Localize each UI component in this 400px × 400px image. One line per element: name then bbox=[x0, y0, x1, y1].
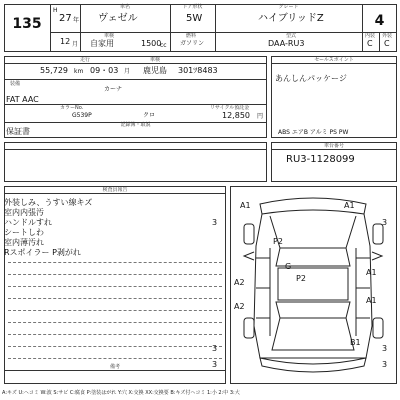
overall-score: 4 bbox=[374, 13, 385, 29]
year-prefix: H bbox=[53, 7, 58, 14]
label-usage: 車検 bbox=[104, 33, 115, 39]
label-chassis: 車台番号 bbox=[323, 143, 344, 149]
navigation: カーナ bbox=[104, 86, 123, 93]
mark-top-left: A1 bbox=[240, 201, 251, 210]
mileage-unit: km bbox=[74, 68, 84, 75]
equipment-row: FAT AAC bbox=[6, 95, 39, 104]
sales-point-text: あんしんパッケージ bbox=[275, 74, 347, 83]
model-code: DAA-RU3 bbox=[268, 39, 305, 48]
car-name: ヴェゼル bbox=[98, 13, 138, 24]
label-int: 内装 bbox=[365, 33, 376, 39]
label-color: カラーNo. bbox=[60, 105, 84, 111]
note-line: 外装しみ、うすい線キズ bbox=[4, 198, 93, 207]
chassis-number: RU3-1128099 bbox=[286, 154, 355, 165]
inspection-unit: 月 bbox=[124, 68, 131, 75]
note-line: Rスポイラー P剥がれ bbox=[4, 248, 81, 257]
label-recycle: リサイクル預託金 bbox=[210, 105, 250, 111]
displacement-unit: cc bbox=[160, 42, 167, 49]
interior-score: C bbox=[367, 39, 373, 48]
mark-bottom-edge-left: 3 bbox=[212, 360, 218, 369]
mark-p2-upper: P2 bbox=[273, 237, 283, 246]
lot-number: 135 bbox=[12, 16, 42, 32]
car-outline-diagram bbox=[230, 186, 397, 384]
label-mileage: 走行 bbox=[80, 57, 91, 63]
sales-point-box bbox=[271, 56, 397, 138]
label-grade: グレード bbox=[278, 4, 299, 10]
label-sales-point: セールスポイント bbox=[314, 57, 354, 63]
remarks-box bbox=[4, 142, 267, 182]
inspection-date: 09・03 bbox=[90, 66, 119, 75]
note-line: 室内内張汚 bbox=[4, 208, 44, 217]
note-line: ハンドルすれ bbox=[4, 218, 52, 227]
label-equip: 装備 bbox=[10, 81, 21, 87]
label-ext: 外装 bbox=[382, 33, 393, 39]
mark-left-side-b: A2 bbox=[234, 302, 245, 311]
mileage: 55,729 bbox=[40, 66, 68, 75]
mark-right-side-b: A1 bbox=[366, 296, 377, 305]
mark-bottom-right: B1 bbox=[350, 338, 361, 347]
mark-bottom-edge-right: 3 bbox=[382, 360, 388, 369]
mark-p2-center: P2 bbox=[296, 274, 306, 283]
documents: 保証書 bbox=[6, 127, 30, 136]
label-docs: 記録簿・取説 bbox=[120, 122, 151, 128]
month-value: 12 bbox=[60, 37, 71, 46]
label-door: ドア形状 bbox=[182, 4, 203, 10]
fuel: ガソリン bbox=[180, 40, 205, 47]
recycle-unit: 円 bbox=[257, 113, 264, 120]
color-code: G539P bbox=[72, 112, 92, 119]
mark-right-side: A1 bbox=[366, 268, 377, 277]
mark-left-edge-top: 3 bbox=[212, 218, 218, 227]
label-fuel: 燃料 bbox=[186, 33, 197, 39]
door-type: 5W bbox=[186, 13, 203, 24]
mark-top-right: A1 bbox=[344, 201, 355, 210]
mark-g: G bbox=[285, 262, 292, 271]
plate-number: 301ﾂ8483 bbox=[178, 66, 218, 75]
mark-right-edge-top: 3 bbox=[382, 218, 388, 227]
displacement: 1500 bbox=[141, 39, 162, 48]
mark-right-edge-bottom: 3 bbox=[382, 344, 388, 353]
label-model: 型式 bbox=[286, 33, 297, 39]
grade: ハイブリッドZ bbox=[258, 13, 324, 24]
damage-legend: A:キズ U:ヘコミ W:波 S:サビ C:腐食 P:塗装はがれ Y:穴 X:交換 XX:交換要 B:キズ付ヘコミ 1:小 2:中 3:大 bbox=[2, 390, 240, 396]
options: ABS エアB アルミ PS PW bbox=[278, 129, 349, 136]
year-value: 27 bbox=[59, 13, 72, 24]
label-remarks: 備考 bbox=[109, 364, 120, 370]
plate-region: 鹿児島 bbox=[143, 66, 167, 75]
label-maker: 車名 bbox=[119, 4, 130, 10]
label-notes: 検査員報告 bbox=[102, 187, 128, 193]
usage: 自家用 bbox=[90, 39, 114, 48]
recycle-fee: 12,850 bbox=[222, 111, 250, 120]
month-unit: 月 bbox=[72, 41, 79, 48]
color-name: クロ bbox=[143, 112, 156, 119]
exterior-score: C bbox=[384, 39, 390, 48]
note-line: シートしわ bbox=[4, 228, 44, 237]
note-line: 室内薄汚れ bbox=[4, 238, 44, 247]
mark-left-side: A2 bbox=[234, 278, 245, 287]
year-unit: 年 bbox=[73, 17, 80, 24]
mark-left-edge-bottom: 3 bbox=[212, 344, 218, 353]
label-inspect: 車検 bbox=[150, 57, 161, 63]
